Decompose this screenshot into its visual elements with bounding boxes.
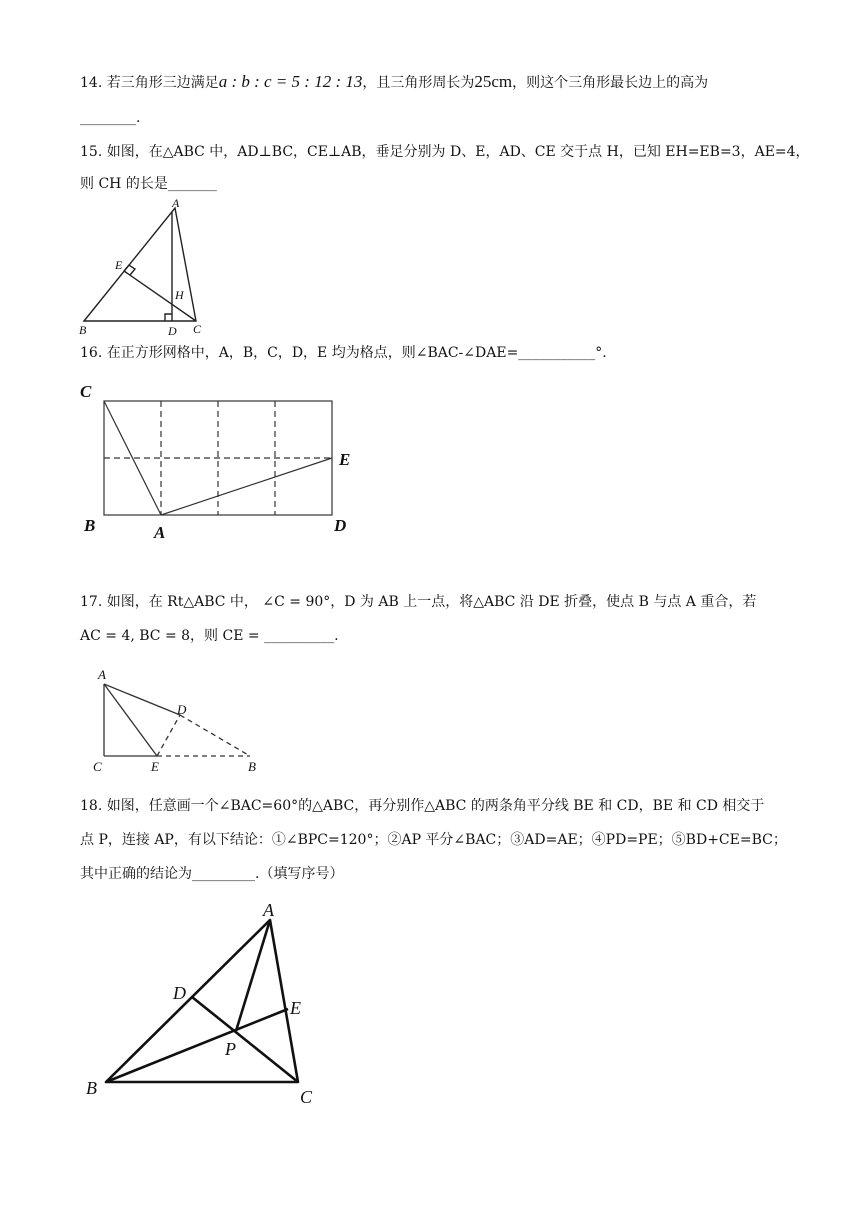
q15-right-angle-e xyxy=(124,265,135,275)
q15-line2: 则 CH 的长是_______ xyxy=(80,176,217,192)
q14-text1: 14. 若三角形三边满足 xyxy=(80,75,219,91)
q14-ratio: a : b : c = 5 : 12 : 13 xyxy=(218,72,363,91)
q17-figure xyxy=(88,664,268,776)
q15-label-e: E xyxy=(115,258,123,272)
q15-right-angle-d xyxy=(165,314,172,321)
q18-label-b: B xyxy=(86,1078,97,1098)
q15-figure xyxy=(74,196,214,341)
q14-text2: ，且三角形周长为 xyxy=(362,75,475,91)
q15-altitude-ce xyxy=(124,271,196,321)
q14-blank: ________. xyxy=(80,110,141,126)
q16-text: 16. 在正方形网格中，A，B，C，D，E 均为格点，则∠BAC-∠DAE=___________°. xyxy=(80,345,607,361)
q17-segment-db xyxy=(180,715,250,756)
q18-label-e: E xyxy=(290,998,301,1018)
q17-label-b: B xyxy=(248,759,256,774)
q14-perimeter: 25cm xyxy=(474,72,513,91)
q16-grid-dashed xyxy=(104,401,332,515)
q18-label-d: D xyxy=(173,983,186,1003)
q16-label-a: A xyxy=(154,523,166,542)
q16-segment-ae xyxy=(161,458,332,515)
q15-label-a: A xyxy=(172,196,180,210)
q18-line1: 18. 如图，任意画一个∠BAC=60°的△ABC，再分别作△ABC 的两条角平分线 BE 和 CD，BE 和 CD 相交于 xyxy=(80,798,765,814)
q17-line1: 17. 如图，在 Rt△ABC 中， ∠C = 90°，D 为 AB 上一点，将△ABC 沿 DE 折叠，使点 B 与点 A 重合，若 xyxy=(80,594,757,610)
q17-label-e: E xyxy=(151,759,159,774)
q18-label-a: A xyxy=(263,900,274,920)
q18-line2: 点 P，连接 AP，有以下结论：①∠BPC=120°；②AP 平分∠BAC；③AD=AE；④PD=PE；⑤BD+CE=BC； xyxy=(80,832,787,848)
q16-label-c: C xyxy=(80,382,92,401)
q16-segment-ca xyxy=(104,401,161,515)
q14-line1 xyxy=(80,72,708,93)
q18-bisector-cd xyxy=(192,997,298,1082)
q16-label-d: D xyxy=(334,516,347,535)
q14-text3: ，则这个三角形最长边上的高为 xyxy=(512,75,709,91)
q17-line2: AC = 4, BC = 8，则 CE = __________. xyxy=(80,628,339,644)
q15-label-c: C xyxy=(193,322,202,336)
q18-label-p: P xyxy=(225,1039,236,1059)
q15-triangle-abc xyxy=(84,208,196,321)
q15-line1: 15. 如图，在△ABC 中，AD⊥BC，CE⊥AB，垂足分别为 D、E，AD、CE 交于点 H，已知 EH=EB=3，AE=4， xyxy=(80,144,810,160)
q15-label-h: H xyxy=(175,288,184,302)
q17-label-c: C xyxy=(93,759,102,774)
q16-label-e: E xyxy=(339,450,351,469)
q16-figure xyxy=(74,376,364,542)
q17-label-d: D xyxy=(177,702,187,717)
q17-label-a: A xyxy=(98,667,106,682)
q16-label-b: B xyxy=(84,516,96,535)
q15-label-b: B xyxy=(79,323,87,337)
q15-label-d: D xyxy=(168,324,177,338)
q17-fold-de xyxy=(157,715,180,756)
q18-label-c: C xyxy=(300,1087,313,1107)
q18-figure xyxy=(82,898,332,1110)
q18-bisector-be xyxy=(106,1009,288,1082)
q18-line3: 其中正确的结论为_________.（填写序号） xyxy=(80,866,344,882)
